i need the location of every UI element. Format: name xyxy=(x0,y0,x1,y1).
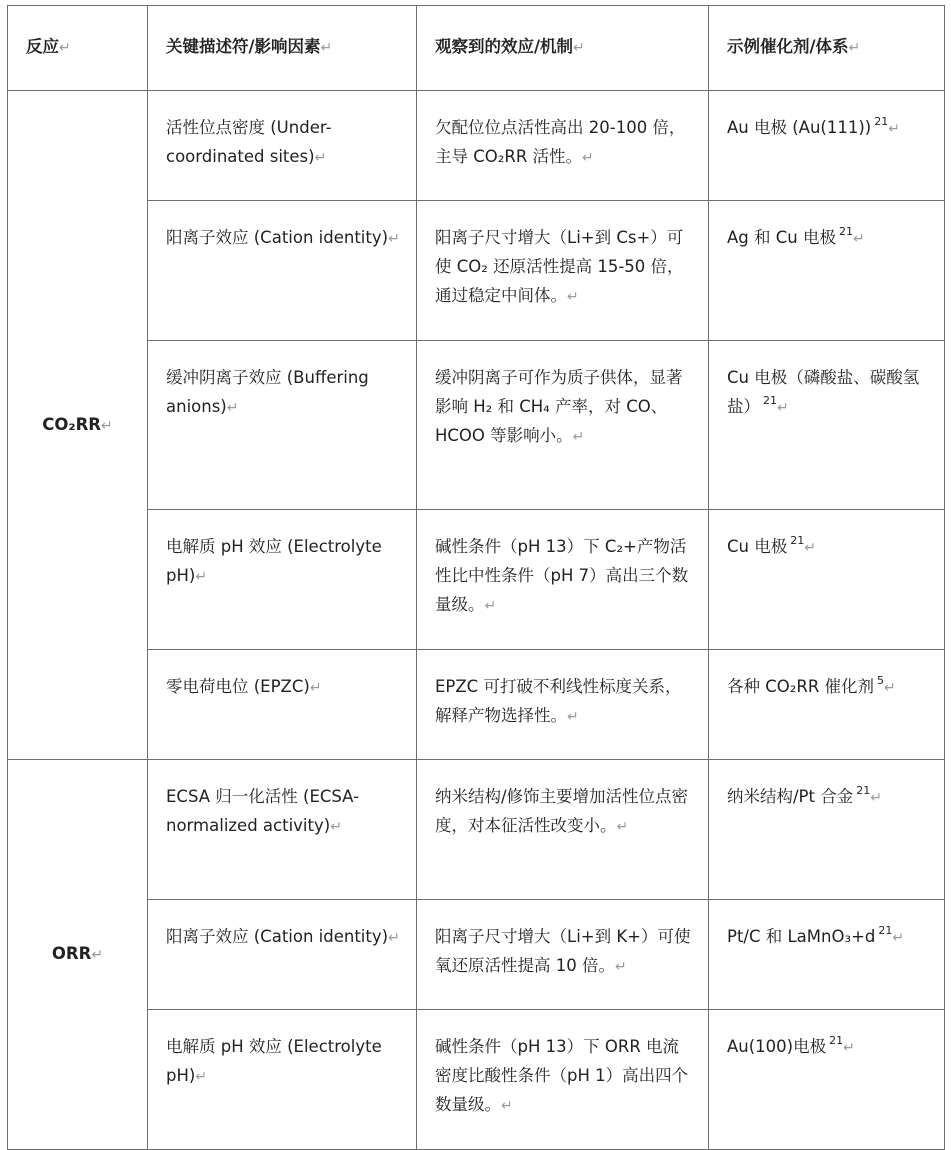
paragraph-mark-icon: ↵ xyxy=(309,680,322,696)
header-reaction xyxy=(8,6,148,91)
paragraph-mark-icon: ↵ xyxy=(226,400,239,416)
example-cell xyxy=(709,510,945,650)
effect-text: 缓冲阴离子可作为质子供体，显著影响 H₂ 和 CH₄ 产率，对 CO、HCOO 等影响小。 xyxy=(435,368,683,445)
descriptor-text: 零电荷电位 (EPZC) xyxy=(166,677,310,696)
paragraph-mark-icon: ↵ xyxy=(484,598,497,614)
paragraph-mark-icon: ↵ xyxy=(804,540,816,556)
example-cell xyxy=(709,91,945,201)
effect-text: 欠配位位点活性高出 20-100 倍，主导 CO₂RR 活性。 xyxy=(435,118,686,166)
example-text: Au(100)电极 xyxy=(727,1037,827,1056)
citation-ref: 21 xyxy=(790,534,805,547)
header-effect-text: 观察到的效应/机制 xyxy=(435,37,574,56)
paragraph-mark-icon: ↵ xyxy=(777,400,789,416)
header-effect xyxy=(417,6,709,91)
descriptor-text: 电解质 pH 效应 (Electrolyte pH) xyxy=(166,1037,382,1085)
paragraph-mark-icon: ↵ xyxy=(567,289,579,305)
reaction-cell-orr xyxy=(8,760,148,1150)
paragraph-mark-icon: ↵ xyxy=(320,40,333,56)
paragraph-mark-icon: ↵ xyxy=(582,150,594,166)
header-example-text: 示例催化剂/体系 xyxy=(727,37,849,56)
descriptor-text: ECSA 归一化活性 (ECSA-normalized activity) xyxy=(166,787,360,835)
example-text: 纳米结构/Pt 合金 xyxy=(727,787,854,806)
table-row xyxy=(8,650,945,760)
example-text: 各种 CO₂RR 催化剂 xyxy=(727,677,875,696)
effect-cell xyxy=(417,900,709,1010)
descriptor-text: 电解质 pH 效应 (Electrolyte pH) xyxy=(166,537,382,585)
header-example xyxy=(709,6,945,91)
header-descriptor xyxy=(148,6,417,91)
descriptor-cell xyxy=(148,510,417,650)
example-text: Ag 和 Cu 电极 xyxy=(727,228,836,247)
example-text: Cu 电极 xyxy=(727,537,788,556)
citation-ref: 5 xyxy=(877,674,885,687)
paragraph-mark-icon: ↵ xyxy=(572,429,585,445)
citation-ref: 21 xyxy=(856,784,871,797)
effect-cell xyxy=(417,760,709,900)
table-row xyxy=(8,760,945,900)
descriptor-text: 活性位点密度 (Under-coordinated sites) xyxy=(166,118,332,166)
table-row xyxy=(8,341,945,510)
paragraph-mark-icon: ↵ xyxy=(870,790,882,806)
example-text: Cu 电极（磷酸盐、碳酸氢盐） xyxy=(727,368,920,416)
effect-text: 碱性条件（pH 13）下 ORR 电流密度比酸性条件（pH 1）高出四个数量级。 xyxy=(435,1037,689,1114)
paragraph-mark-icon: ↵ xyxy=(892,930,905,946)
table-row xyxy=(8,900,945,1010)
example-cell xyxy=(709,341,945,510)
descriptor-cell xyxy=(148,91,417,201)
table-row xyxy=(8,91,945,201)
reaction-cell-co2rr xyxy=(8,91,148,760)
paragraph-mark-icon: ↵ xyxy=(195,1069,208,1085)
citation-ref: 21 xyxy=(878,924,893,937)
example-text: Pt/C 和 LaMnO₃+d xyxy=(727,927,876,946)
paragraph-mark-icon: ↵ xyxy=(884,680,896,696)
effect-text: EPZC 可打破不利线性标度关系，解释产物选择性。 xyxy=(435,677,682,725)
table-row xyxy=(8,510,945,650)
header-row xyxy=(8,6,945,91)
paragraph-mark-icon: ↵ xyxy=(59,40,71,56)
example-cell xyxy=(709,900,945,1010)
descriptor-cell xyxy=(148,1010,417,1150)
paragraph-mark-icon: ↵ xyxy=(501,1098,513,1114)
effect-text: 碱性条件（pH 13）下 C₂+产物活性比中性条件（pH 7）高出三个数量级。 xyxy=(435,537,689,614)
citation-ref: 21 xyxy=(874,115,889,128)
effect-cell xyxy=(417,650,709,760)
descriptor-text: 缓冲阴离子效应 (Buffering anions) xyxy=(166,368,369,416)
paragraph-mark-icon: ↵ xyxy=(616,819,629,835)
example-text: Au 电极 (Au(111)) xyxy=(727,118,872,137)
table-row xyxy=(8,201,945,341)
effect-cell xyxy=(417,510,709,650)
descriptor-cell xyxy=(148,900,417,1010)
effect-text: 阳离子尺寸增大（Li+到 K+）可使氧还原活性提高 10 倍。 xyxy=(435,927,691,975)
descriptor-table xyxy=(7,5,945,1150)
descriptor-text: 阳离子效应 (Cation identity) xyxy=(166,228,389,247)
paragraph-mark-icon: ↵ xyxy=(388,930,400,946)
header-reaction-text: 反应 xyxy=(26,37,59,56)
paragraph-mark-icon: ↵ xyxy=(195,569,208,585)
paragraph-mark-icon: ↵ xyxy=(843,1040,855,1056)
paragraph-mark-icon: ↵ xyxy=(101,417,113,434)
example-cell xyxy=(709,1010,945,1150)
citation-ref: 21 xyxy=(829,1034,844,1047)
example-cell xyxy=(709,760,945,900)
paragraph-mark-icon: ↵ xyxy=(567,709,579,725)
paragraph-mark-icon: ↵ xyxy=(848,40,861,56)
paragraph-mark-icon: ↵ xyxy=(91,947,104,963)
example-cell xyxy=(709,201,945,341)
example-cell xyxy=(709,650,945,760)
citation-ref: 21 xyxy=(763,394,777,407)
header-descriptor-text: 关键描述符/影响因素 xyxy=(166,37,321,56)
descriptor-cell xyxy=(148,341,417,510)
paragraph-mark-icon: ↵ xyxy=(852,231,865,247)
reaction-label: ORR xyxy=(51,944,92,963)
paragraph-mark-icon: ↵ xyxy=(573,40,585,56)
paragraph-mark-icon: ↵ xyxy=(388,231,400,247)
effect-cell xyxy=(417,91,709,201)
descriptor-cell xyxy=(148,650,417,760)
descriptor-cell xyxy=(148,760,417,900)
descriptor-text: 阳离子效应 (Cation identity) xyxy=(166,927,389,946)
table-row xyxy=(8,1010,945,1150)
paragraph-mark-icon: ↵ xyxy=(330,819,342,835)
effect-cell xyxy=(417,201,709,341)
paragraph-mark-icon: ↵ xyxy=(888,121,900,137)
paragraph-mark-icon: ↵ xyxy=(314,150,327,166)
descriptor-cell xyxy=(148,201,417,341)
effect-cell xyxy=(417,341,709,510)
effect-cell xyxy=(417,1010,709,1150)
citation-ref: 21 xyxy=(838,225,853,238)
effect-text: 纳米结构/修饰主要增加活性位点密度，对本征活性改变小。 xyxy=(435,787,689,835)
reaction-label: CO₂RR xyxy=(42,414,102,434)
paragraph-mark-icon: ↵ xyxy=(615,959,627,975)
effect-text: 阳离子尺寸增大（Li+到 Cs+）可使 CO₂ 还原活性提高 15-50 倍，通过稳定中间体。 xyxy=(435,228,684,305)
